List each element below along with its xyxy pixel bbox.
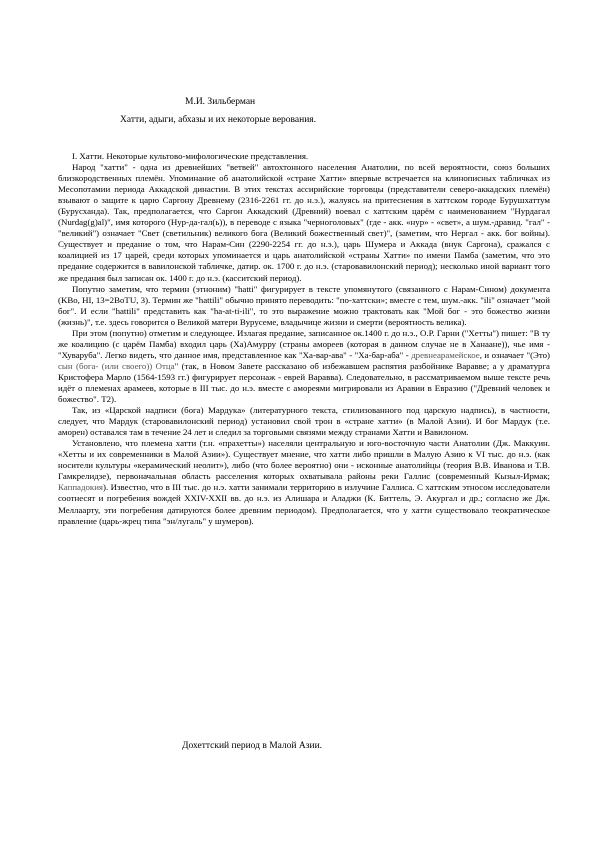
paragraph-3-text-b: , и означает "(Это) — [479, 349, 550, 360]
document-body — [58, 151, 550, 527]
section-heading: I. Хатти. Некоторые культово-мифологические представления. — [72, 151, 309, 161]
paragraph-3-grey-a: древнеарамейское — [411, 349, 480, 360]
paragraph-5 — [58, 438, 550, 526]
document-title: Хатти, адыги, абхазы и их некоторые верования. — [120, 115, 317, 125]
paragraph-2: Попутно заметим, что термин (этноним) "hatti" фигурирует в тексте упомянутого (связанного с Нарам-Сином) документа (KBo, HI, 13=2BoTU, 3). Термин же "hattili" обычно принято переводить: "по-хаттски»; вместе с тем, шум.-акк. "ili" означает "мой бог". И если "hattili" представить как "ha-at-ti-ili", то это выражение можно трактовать как "Мой бог - это божество жизни (жизнь)", т.е. здесь говорится о Великой матери Вурусеме, владычице жизни и смерти (вероятность велика). — [58, 283, 550, 327]
paragraph-1: Народ "хатти" - одна из древнейших "ветвей" автохтонного населения Анатолии, по всей вероятности, союз больших близкородственных племён. Упоминание об анатолийской «стране Хатти» впервые встречается на клинописных табличках из Месопотамии периода Аккадской династии. В этих текстах ассирийские торговцы (представители северо-аккадских племён) взывают о защите к царю Саргону Древнему (2316-2261 гг. до н.э.), жалуясь на притеснения в хаттском городе Бурушхаттум (Бурусханда). Так, предполагается, что Саргон Аккадский (Древний) воевал с хаттским царём с наименованием "Нурдагал (Nurdag(g)al)", имя которого (Нур-да-гал(ь)), в переводе с языка "черноголовых" (где - акк. «нур» - «свет», а шум.-дравид. "гал" - "великий") означает "Свет (светильник) великого бога (Великий божественный свет)", (заметим, что Нергал - акк. бог войны). Существует и предание о том, что Нарам-Син (2290-2254 гг. до н.э.), царь Шумера и Аккада (внук Саргона), сражался с коалицией из 17 царей, среди которых упоминается и царь анатолийской «страны Хатти» по имени Памба (заметим, что это предание содержится в вавилонской табличке, датир. ок. 1700 г. до н.э. (старовавилонский период); несколько иной вариант того же предания был записан ок. 1400 г. до н.э. (касситский период). — [58, 162, 550, 283]
paragraph-5-text-b: ). Известно, что в III тыс. до н.э. хатти занимали территорию в излучине Галлиса. С хаттским этносом исследователи соотнесят и погребения вождей XXIV-XXII вв. до н.э. из Алишара и Аладжи (К. Биттель, Э. Акургал и др.; согласно же Дж. Меллаарту, эти погребения датируются более древним периодом). Предполагается, что у хатти существовало теократическое правление (царь-жрец типа "эн/лугаль" у шумеров). — [58, 482, 550, 526]
paragraph-5-grey-a: Каппадокия — [58, 482, 104, 493]
paragraph-3 — [58, 328, 550, 405]
subsection-heading: Дохеттский период в Малой Азии. — [182, 741, 323, 751]
author-name: М.И. Зильберман — [185, 97, 256, 107]
paragraph-3-grey-b: сын (бога- (или своего)) Отца — [58, 360, 175, 371]
paragraph-3-text-c: " (так, в Новом Завете рассказано об избежавшем распятия разбойнике Варавве; а у драматурга Кристофера Марло (1564-1593 гг.) фигурирует персонаж - еврей Варавва). Следовательно, в рассматриваемом выше тексте речь идёт о племенах арамеев, которые в III тыс. до н.э. вместе с амореями мигрировали из Аравии в Евразию ("Древний человек и божество". Т2). — [58, 360, 550, 405]
paragraph-3-text-a: При этом (попутно) отметим и следующее. Излагая предание, записанное ок.1400 г. до н.э., О.Р. Гарни ("Хетты") пишет: "В ту же коалицию (с царём Памба) входил царь (Ха)Амурру (страны амореев (которая в данном случае не в Ханаане)), чье имя - "Хуваруба". Легко видеть, что данное имя, представленное как "Ха-вар-ава" - "Ха-бар-аба" - — [58, 327, 550, 360]
paragraph-5-text-a: Установлено, что племена хатти (т.н. «прахетты») населяли центральную и юго-восточную части Анатолии (Дж. Маккуин. «Хетты и их современники в Малой Азии»). Существует мнение, что хатти либо пришли в Малую Азию к VI тыс. до н.э. (как носители культуры «керамический неолит»), либо (что более вероятно) они - исконные анатолийцы (теория В.В. Иванова и Т.В. Гамкрелидзе), первоначальная область расселения которых охватывала районы реки Галлис (современный Кызыл-Ирмак; — [58, 438, 550, 482]
paragraph-4: Так, из «Царской надписи (бога) Мардука» (литературного текста, стилизованного под царскую надпись), в частности, следует, что Мардук (старовавилонский период) установил свой трон в «стране хатти» (в Малой Азии). И бог Мардук (т.е. аморен) оставался там в течение 24 лет и следил за торговыми связями между странами Хатти и Вавилоном. — [58, 405, 550, 438]
